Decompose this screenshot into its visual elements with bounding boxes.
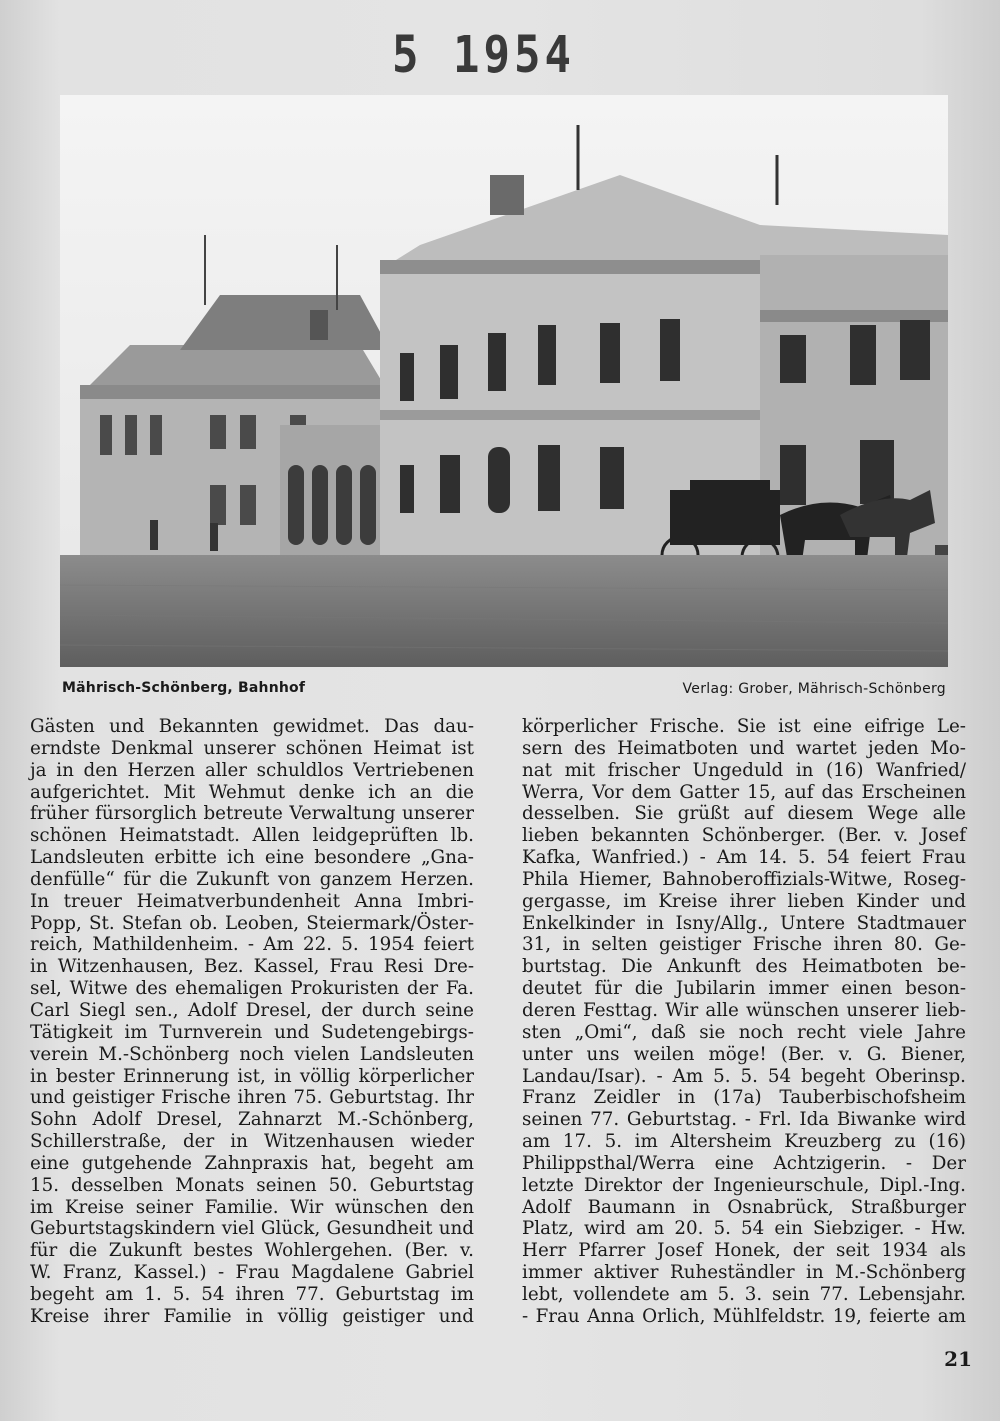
issue-stamp: 5 1954	[392, 26, 575, 85]
text-line: sel, Witwe des ehemaligen Prokuristen der Fa.	[30, 978, 474, 1000]
text-line: nat mit frischer Ungeduld in (16) Wanfried/	[522, 759, 966, 781]
text-line: burtstag. Die Ankunft des Heimatboten be-	[522, 956, 966, 978]
text-line: unter uns weilen möge! (Ber. v. G. Biener,	[522, 1043, 966, 1065]
text-line: Platz, wird am 20. 5. 54 ein Siebziger. - Hw.	[522, 1218, 966, 1240]
text-line: 15. desselben Monats seinen 50. Geburtstag	[30, 1174, 474, 1196]
text-line: Sohn Adolf Dresel, Zahnarzt M.-Schönberg,	[30, 1109, 474, 1131]
text-line: schönen Heimatstadt. Allen leidgeprüften lb.	[30, 825, 474, 847]
text-line: Phila Hiemer, Bahnoberoffizials-Witwe, Roseg-	[522, 868, 966, 890]
text-line: in Witzenhausen, Bez. Kassel, Frau Resi Dre-	[30, 956, 474, 978]
text-line: lebt, vollendete am 5. 3. sein 77. Lebensjahr.	[522, 1283, 966, 1305]
text-line: früher fürsorglich betreute Verwaltung unserer	[30, 803, 474, 825]
photo-caption-credit: Verlag: Grober, Mährisch-Schönberg	[682, 681, 946, 697]
text-line: Franz Zeidler in (17a) Tauberbischofsheim	[522, 1087, 966, 1109]
text-line: Landau/Isar). - Am 5. 5. 54 begeht Oberinsp.	[522, 1065, 966, 1087]
text-line: - Frau Anna Orlich, Mühlfeldstr. 19, feierte am	[522, 1305, 966, 1327]
text-column-left	[30, 716, 474, 1328]
text-line: 31, in selten geistiger Frische ihren 80. Ge-	[522, 934, 966, 956]
text-line: seinen 77. Geburtstag. - Frl. Ida Biwanke wird	[522, 1109, 966, 1131]
text-line: Herr Pfarrer Josef Honek, der seit 1934 als	[522, 1240, 966, 1262]
text-line: reich, Mathildenheim. - Am 22. 5. 1954 feiert	[30, 934, 474, 956]
text-line: Kreise ihrer Familie in völlig geistiger und	[30, 1305, 474, 1327]
text-line: deutet für die Jubilarin immer einen beson-	[522, 978, 966, 1000]
text-line: für die Zukunft bestes Wohlergehen. (Ber. v.	[30, 1240, 474, 1262]
text-line: lieben bekannten Schönberger. (Ber. v. Josef	[522, 825, 966, 847]
text-line: denfülle“ für die Zukunft von ganzem Herzen.	[30, 868, 474, 890]
text-line: Gästen und Bekannten gewidmet. Das dau-	[30, 716, 474, 737]
text-line: desselben. Sie grüßt auf diesem Wege alle	[522, 803, 966, 825]
text-line: sern des Heimatboten und wartet jeden Mo-	[522, 737, 966, 759]
text-line: Landsleuten erbitte ich eine besondere „Gna-	[30, 847, 474, 869]
text-line: sten „Omi“, daß sie noch recht viele Jahre	[522, 1021, 966, 1043]
text-line: begeht am 1. 5. 54 ihren 77. Geburtstag im	[30, 1283, 474, 1305]
text-line: gergasse, im Kreise ihrer lieben Kinder und	[522, 890, 966, 912]
text-line: immer aktiver Ruheständler in M.-Schönberg	[522, 1262, 966, 1284]
text-line: W. Franz, Kassel.) - Frau Magdalene Gabriel	[30, 1262, 474, 1284]
photo-caption-title: Mährisch-Schönberg, Bahnhof	[62, 680, 306, 696]
text-line: ja in den Herzen aller schuldlos Vertriebenen	[30, 759, 474, 781]
text-line: körperlicher Frische. Sie ist eine eifrige Le-	[522, 716, 966, 737]
text-line: Enkelkinder in Isny/Allg., Untere Stadtmauer	[522, 912, 966, 934]
text-line: Geburtstagskindern viel Glück, Gesundheit und	[30, 1218, 474, 1240]
text-line: Kafka, Wanfried.) - Am 14. 5. 54 feiert Frau	[522, 847, 966, 869]
text-line: Philippsthal/Werra eine Achtzigerin. - Der	[522, 1152, 966, 1174]
text-line: erndste Denkmal unserer schönen Heimat ist	[30, 737, 474, 759]
text-line: In treuer Heimatverbundenheit Anna Imbri-	[30, 890, 474, 912]
text-line: aufgerichtet. Mit Wehmut denke ich an die	[30, 781, 474, 803]
station-photo	[60, 95, 948, 667]
text-line: verein M.-Schönberg noch vielen Landsleuten	[30, 1043, 474, 1065]
text-column-right	[522, 716, 966, 1328]
text-line: eine gutgehende Zahnpraxis hat, begeht am	[30, 1152, 474, 1174]
station-illustration	[60, 95, 948, 667]
text-line: in bester Erinnerung ist, in völlig körperlicher	[30, 1065, 474, 1087]
text-line: Tätigkeit im Turnverein und Sudetengebirgs-	[30, 1021, 474, 1043]
text-line: Werra, Vor dem Gatter 15, auf das Erscheinen	[522, 781, 966, 803]
text-line: Popp, St. Stefan ob. Leoben, Steiermark/Öster-	[30, 912, 474, 934]
text-line: im Kreise seiner Familie. Wir wünschen den	[30, 1196, 474, 1218]
text-line: deren Festtag. Wir alle wünschen unserer lieb-	[522, 999, 966, 1021]
text-line: Adolf Baumann in Osnabrück, Straßburger	[522, 1196, 966, 1218]
page-number: 21	[944, 1347, 972, 1371]
text-line: letzte Direktor der Ingenieurschule, Dipl.-Ing.	[522, 1174, 966, 1196]
text-line: Carl Siegl sen., Adolf Dresel, der durch seine	[30, 999, 474, 1021]
text-line: und geistiger Frische ihren 75. Geburtstag. Ihr	[30, 1087, 474, 1109]
text-line: am 17. 5. im Altersheim Kreuzberg zu (16)	[522, 1131, 966, 1153]
text-line: Schillerstraße, der in Witzenhausen wieder	[30, 1131, 474, 1153]
